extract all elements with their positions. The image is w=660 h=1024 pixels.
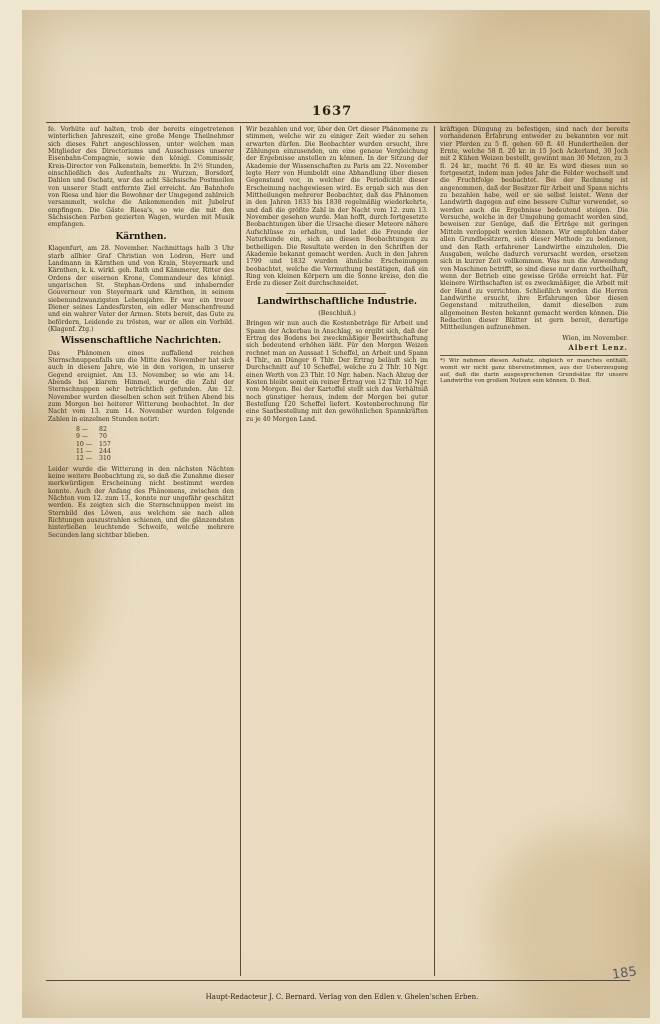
table-row: 10 — 157 <box>76 440 111 448</box>
karnthen-heading: Kärnthen. <box>115 231 167 242</box>
middle-top-article: Wir bezahlen und vor, über den Ort dieser Phänomene zu stimmen, welche wir zu einiger Zeit wieder zu sehen erwarten dürfen. Die Beobachter wurden ersucht, ihre Zählungen einzusenden, um eine genaue Vergleichung der Ergebnisse anstellen zu können. In der Sitzung der Akademie der Wissenschaften zu Paris am 22. November legte Herr von Humboldt eine Abhandlung über diesen Gegenstand vor, in welcher die Periodicität dieser Erscheinung nachgewiesen wird. Es ergab sich aus den Mittheilungen mehrerer Beobachter, daß das Phänomen in den Jahren 1833 bis 1838 regelmäßig wiederkehrte, und daß die größte Zahl in der Nacht vom 12. zum 13. November gesehen wurde. Man hofft, durch fortgesetzte Beobachtungen über die Ursache dieser Meteore nähere Aufschlüsse zu erhalten, und ladet die Freunde der Naturkunde ein, sich an diesen Beobachtungen zu betheiligen. Die Resultate werden in den Schriften der Akademie bekannt gemacht werden. Auch in den Jahren 1799 und 1832 wurden ähnliche Erscheinungen beobachtet, welche die Vermuthung bestätigen, daß ein Ring von kleinen Körpern um die Sonne kreise, den die Erde zu dieser Zeit durchschneidet. <box>246 126 428 288</box>
header-rule <box>46 122 630 123</box>
publisher-footer: Haupt-Redacteur J. C. Bernard. Verlag von den Edlen v. Ghelen'schen Erben. <box>205 993 479 1001</box>
intro-paragraph: fe. Vorhüte auf halten, trob der bereits eingetretenen winterlichen Jahreszeit, eine große Menge Theilnehmer sich dieses Fahrt angeschlossen, unter welchen man Mitglieder des Directoriums und Ausschusses unserer Eisenbahn-Compagnie, sowie den königl. Commissär, Kreis-Director von Falkenstein, bemerkte. In 2½ Stunden, einschließlich des Aufenthalts zu Wurzen, Borsdorf, Dahlen und Oschatz, war das acht Sächsische Postmeilen von unserer Stadt entfernte Ziel erreicht. Am Bahnhofe von Riesa und hier die Bewohner der Umgegend zahlreich versammelt, welche die Ankommenden mit Jubelruf empfingen. Die Gäste Riesa's, so wie die mit den Sächsischen Farben gezierten Wagen, wurden mit Musik empfangen. <box>48 126 234 229</box>
industry-article: Bringen wir nun auch die Kostenbeträge für Arbeit und Spann der Ackerbau in Anschlag, so ergibt sich, daß der Ertrag des Bodens bei zweckmäßiger Bewirthschaftung sich bedeutend erhöhen läßt. Für den Morgen Weizen rechnet man an Aussaat 1 Scheffel, an Arbeit und Spann 4 Thlr., an Dünger 6 Thlr. Der Ertrag beläuft sich im Durchschnitt auf 10 Scheffel, welche zu 2 Thlr. 10 Ngr. einen Werth von 23 Thlr. 10 Ngr. haben. Nach Abzug der Kosten bleibt somit ein reiner Ertrag von 12 Thlr. 10 Ngr. vom Morgen. Bei der Kartoffel stellt sich das Verhältniß noch günstiger heraus, indem der Morgen bei guter Bestellung 120 Scheffel liefert. Kostenberechnung für eine Saatbestellung mit den gewöhnlichen Spannkräften zu je 40 Morgen Land. <box>246 320 428 423</box>
signature-name: Albert Lenz. <box>568 342 628 352</box>
archive-pencil-mark: 185 <box>611 964 638 983</box>
meteor-observation-table <box>76 426 118 462</box>
table-row: 12 — 310 <box>76 455 111 463</box>
table-row: 9 — 70 <box>76 433 107 441</box>
industry-heading: Landwirthschaftliche Industrie. <box>256 296 418 307</box>
karnthen-article: Klagenfurt, am 28. November. Nachmittags halb 3 Uhr starb allhier Graf Christian von Lodron, Herr und Landmann in Kärnthen und von Krain, Steyermark und Kärnthen, k. k. wirkl. geh. Rath und Kämmerer, Ritter des Ordens der eisernen Krone, Commandeur des königl. ungarischen St. Stephan-Ordens und inhabernder Gouverneur von Steyermark und Kärnthen, in seinem siebenundzwanzigsten Lebensjahre. Er war ein treuer Diener seines Landesfürsten, ein edler Menschenfreund und ein wahrer Vater der Armen. Stets bereit, das Gute zu befördern, Leidende zu trösten, war er allen ein Vorbild. (Klagenf. Ztg.) <box>48 245 234 333</box>
right-article: kräftigen Düngung zu befestigen, sind nach der bereits vorhandenen Erfahrung entweder zu bekannten vor mit vier Pferden zu 5 fl. gehen 60 fl. 40 Hundertheilen der Ernte, welche 58 fl. 20 kr. in 15 Joch Ackerland, 30 Joch mit 2 Kühen Weizen bestellt, gewinnt man 30 Metzen, zu 3 fl. 24 kr., macht 76 fl. 40 kr. Es wird dieses nun so fortgesetzt, indem man jedes Jahr die Felder wechselt und die Fruchtfolge beobachtet. Bei der Rechnung ist angenommen, daß der Besitzer für Arbeit und Spann nichts zu bezahlen habe, weil er sie selbst leistet. Wenn der Landwirth dagegen auf eine bessere Cultur verwendet, so werden auch die Ergebnisse bedeutend steigen. Die Versuche, welche in der Umgebung gemacht worden sind, beweisen zur Genüge, daß die Erträge mit geringen Mitteln verdoppelt werden können. Wir empfehlen daher allen Grundbesitzern, sich dieser Methode zu bedienen, und den Rath erfahrener Landwirthe einzuholen. Die Ausgaben, welche dadurch verursacht werden, ersetzen sich in kurzer Zeit vollkommen. Was nun die Anwendung von Maschinen betrifft, so sind diese nur dann vortheilhaft, wenn der Betrieb eine gewisse Größe erreicht hat. Für kleinere Wirthschaften ist es zweckmäßiger, die Arbeit mit der Hand zu verrichten. Schließlich werden die Herren Landwirthe ersucht, ihre Erfahrungen über diesen Gegenstand mitzutheilen, damit dieselben zum allgemeinen Besten bekannt gemacht werden können. Die Redaction dieser Blätter ist gern bereit, derartige Mittheilungen aufzunehmen. <box>440 126 628 332</box>
section-rule <box>286 293 386 294</box>
signature-location: Wien, im November. <box>562 333 628 342</box>
right-column <box>440 126 628 978</box>
column-divider-right <box>434 126 435 976</box>
column-divider-left <box>240 126 241 976</box>
middle-column <box>246 126 428 978</box>
industry-subheading: (Beschluß.) <box>318 308 356 317</box>
science-article: Das Phänomen eines auffallend reichen Sternschnuppenfalls um die Mitte des November hat sich auch in diesem Jahre, wie in den vorigen, in unserer Gegend ereigniet. Am 13. November, so wie am 14. Abends bei klarem Himmel, wurde die Zahl der Sternschnuppen sehr beträchtlich gefunden. Am 12. November wurden dieselben schon seit frühen Abend bis zum Morgen bei heiterer Witterung beobachtet. In der Nacht vom 13. zum 14. November wurden folgende Zahlen in einzelnen Stunden notirt: <box>48 349 234 423</box>
table-row: 11 — 244 <box>76 447 111 455</box>
left-column <box>48 126 234 978</box>
footer-rule <box>46 980 630 981</box>
footnote: *) Wir nehmen diesen Aufsatz, obgleich er manches enthält, womit wir nicht ganz übereinstimmen, aus der Ueberzeugung auf, daß die darin ausgesprochenen Grundsätze für unsere Landwirthe von großem Nutzen sein können. D. Red. <box>440 355 628 384</box>
newspaper-page <box>22 10 650 1018</box>
science-heading: Wissenschaftliche Nachrichten. <box>60 336 222 347</box>
science-closing: Leider wurde die Witterung in den nächsten Nächten keine weitere Beobachtung zu, so daß die Zunahme dieser merkwürdigen Erscheinung nicht bestimmt werden konnte. Auch der Anfang des Phänomens, zwischen den Nächten vom 12. zum 13., konnte nur ungefähr geschätzt werden. Es zeigten sich die Sternschnuppen meist im Sternbild des Löwen, aus welchem sie nach allen Richtungen auszustrahlen schienen, und die glänzendsten hinterließen leuchtende Schweife, welche mehrere Secunden lang sichtbar blieben. <box>48 465 234 539</box>
page-number: 1637 <box>312 104 353 119</box>
table-row: 8 — 82 <box>76 426 107 434</box>
